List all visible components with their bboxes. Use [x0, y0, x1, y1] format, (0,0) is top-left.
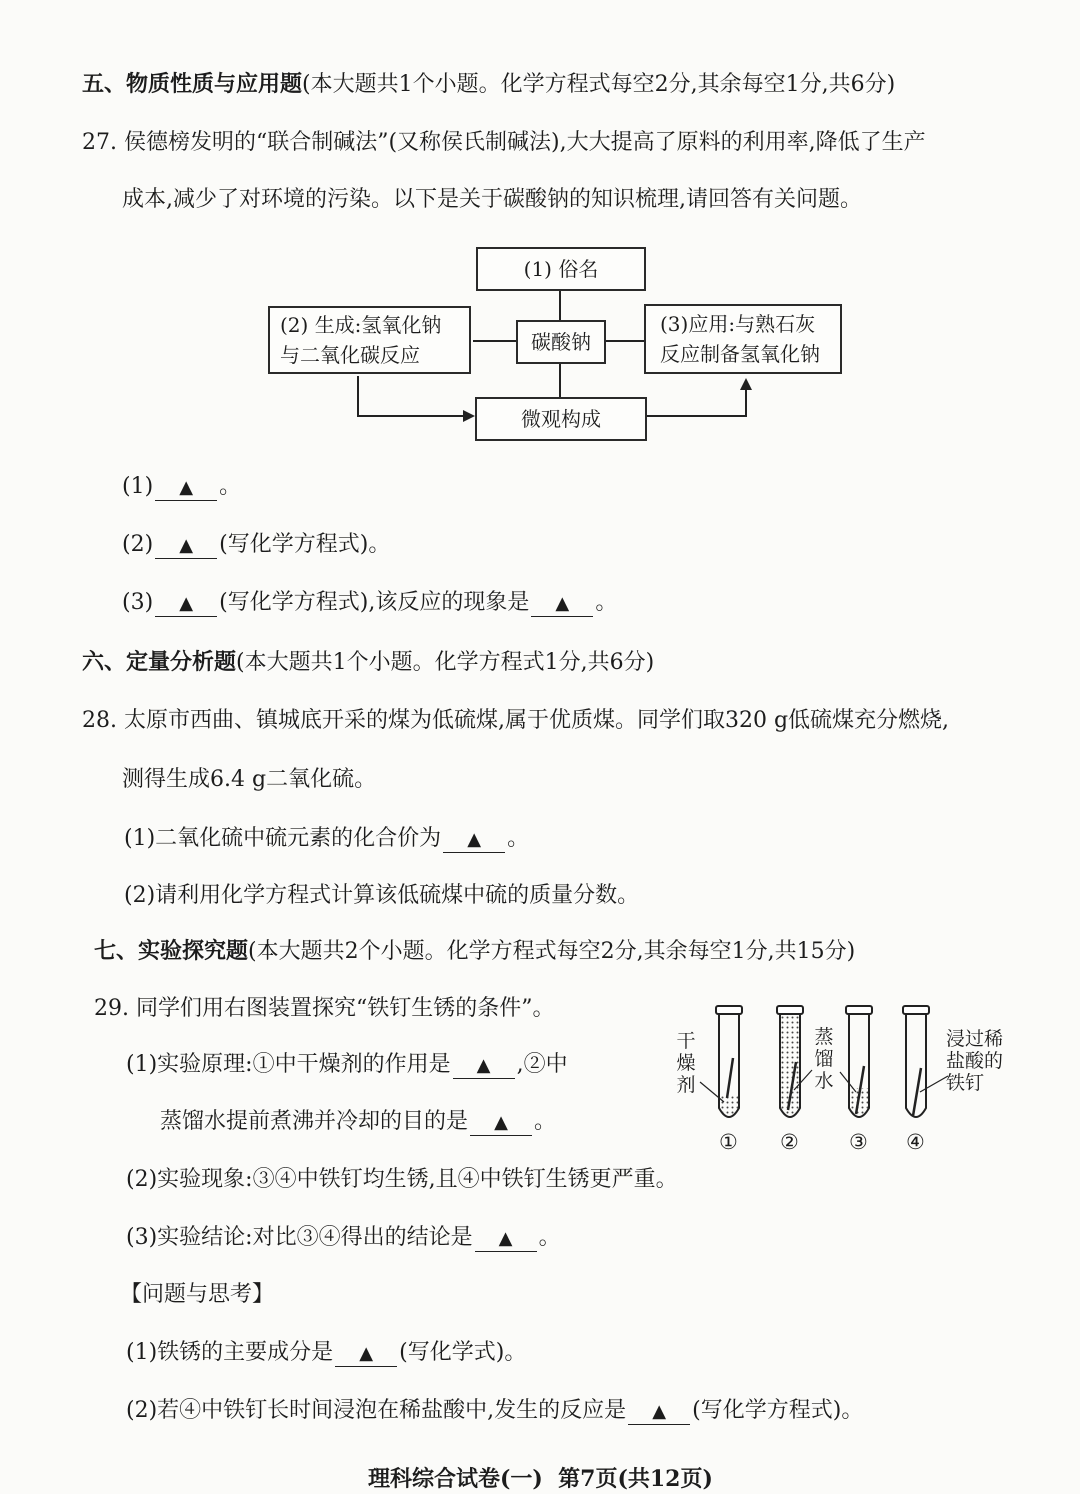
q27-a2-end: (写化学方程式)。	[219, 532, 391, 557]
label-water-3: 水	[814, 1070, 834, 1092]
q27-a1-end: 。	[219, 474, 242, 499]
test-tube-1	[700, 1006, 742, 1117]
label-water-2: 馏	[814, 1048, 834, 1070]
q28-sub1-text: (1)二氧化硫中硫元素的化合价为	[124, 826, 442, 851]
label-acid-3: 铁钉	[946, 1072, 985, 1094]
q29-p3b: 。	[538, 1225, 561, 1250]
footer-page-number: 第7页(共12页)	[558, 1466, 713, 1492]
q29-t1a: (1)铁锈的主要成分是	[126, 1340, 334, 1365]
blank-triangle: ▲	[652, 1401, 667, 1422]
q28-line2: 测得生成6.4 g二氧化硫。	[122, 767, 377, 792]
box-production-line2: 与二氧化碳反应	[280, 343, 420, 367]
blank-triangle: ▲	[555, 593, 570, 614]
blank-triangle: ▲	[179, 593, 194, 614]
box-sodium-carbonate-text: 碳酸钠	[531, 330, 591, 354]
box-common-name-text: (1) 俗名	[523, 257, 599, 281]
section-6-note: (本大题共1个小题。化学方程式1分,共6分)	[236, 650, 655, 675]
tube-number-3: ③	[849, 1130, 868, 1154]
box-application-line1: (3)应用:与熟石灰	[660, 312, 816, 336]
label-desiccant-3: 剂	[676, 1074, 696, 1096]
q29-p1a: (1)实验原理:①中干燥剂的作用是	[126, 1052, 451, 1077]
box-production-line1: (2) 生成:氢氧化钠	[280, 313, 442, 337]
q29-think-heading: 【问题与思考】	[120, 1282, 275, 1307]
label-desiccant-2: 燥	[676, 1052, 696, 1074]
q29-p1c: 蒸馏水提前煮沸并冷却的目的是	[160, 1109, 469, 1134]
label-desiccant-1: 干	[676, 1030, 696, 1052]
q29-p1b: ,②中	[516, 1052, 568, 1077]
tube-number-4: ④	[906, 1130, 925, 1154]
blank-triangle: ▲	[467, 829, 482, 850]
test-tube-3	[840, 1006, 872, 1117]
q27-a2-num: (2)	[122, 532, 154, 557]
q29-p3a: (3)实验结论:对比③④得出的结论是	[126, 1225, 473, 1250]
page-footer	[368, 1462, 713, 1493]
q27-a3-mid: (写化学方程式),该反应的现象是	[219, 590, 530, 615]
section-5-title: 五、物质性质与应用题	[82, 71, 303, 97]
q29-t2a: (2)若④中铁钉长时间浸泡在稀盐酸中,发生的反应是	[126, 1398, 627, 1423]
section-5-note: (本大题共1个小题。化学方程式每空2分,其余每空1分,共6分)	[302, 72, 896, 97]
tube-number-2: ②	[780, 1130, 799, 1154]
q29-p1d: 。	[534, 1109, 557, 1134]
q29-part2: (2)实验现象:③④中铁钉均生锈,且④中铁钉生锈更严重。	[126, 1167, 678, 1192]
blank-triangle: ▲	[179, 477, 194, 498]
q28-line1: 28. 太原市西曲、镇城底开采的煤为低硫煤,属于优质煤。同学们取320 g低硫煤充分燃烧,	[82, 708, 950, 733]
q28-sub1-end: 。	[507, 826, 530, 851]
q27-a1-num: (1)	[122, 474, 154, 499]
q29-t1b: (写化学式)。	[399, 1340, 527, 1365]
test-tube-4	[903, 1006, 948, 1117]
tube-number-1: ①	[719, 1130, 738, 1154]
section-6-title: 六、定量分析题	[82, 649, 237, 675]
q27-line2: 成本,减少了对环境的污染。以下是关于碳酸钠的知识梳理,请回答有关问题。	[122, 187, 862, 212]
q27-a3-num: (3)	[122, 590, 154, 615]
blank-triangle: ▲	[179, 535, 194, 556]
label-water-1: 蒸	[814, 1026, 834, 1048]
section-7-note: (本大题共2个小题。化学方程式每空2分,其余每空1分,共15分)	[248, 939, 856, 964]
label-acid-1: 浸过稀	[946, 1028, 1004, 1050]
test-tube-2	[777, 1006, 812, 1117]
footer-exam-title: 理科综合试卷(一)	[368, 1466, 543, 1492]
blank-triangle: ▲	[498, 1228, 513, 1249]
box-micro-structure-text: 微观构成	[521, 407, 601, 431]
label-acid-nail	[946, 1028, 1003, 1094]
label-distilled-water	[814, 1026, 834, 1092]
q28-sub2: (2)请利用化学方程式计算该低硫煤中硫的质量分数。	[124, 883, 640, 908]
blank-triangle: ▲	[494, 1112, 508, 1133]
label-desiccant	[676, 1030, 696, 1096]
q29-line1: 29. 同学们用右图装置探究“铁钉生锈的条件”。	[94, 996, 555, 1021]
blank-triangle: ▲	[359, 1343, 374, 1364]
q27-line1: 27. 侯德榜发明的“联合制碱法”(又称侯氏制碱法),大大提高了原料的利用率,降低了生产	[82, 130, 926, 155]
box-application-line2: 反应制备氢氧化钠	[660, 342, 820, 366]
section-7-title: 七、实验探究题	[94, 938, 249, 964]
blank-triangle: ▲	[476, 1055, 491, 1076]
q29-t2b: (写化学方程式)。	[692, 1398, 864, 1423]
q27-a3-end: 。	[595, 590, 618, 615]
label-acid-2: 盐酸的	[946, 1050, 1004, 1072]
